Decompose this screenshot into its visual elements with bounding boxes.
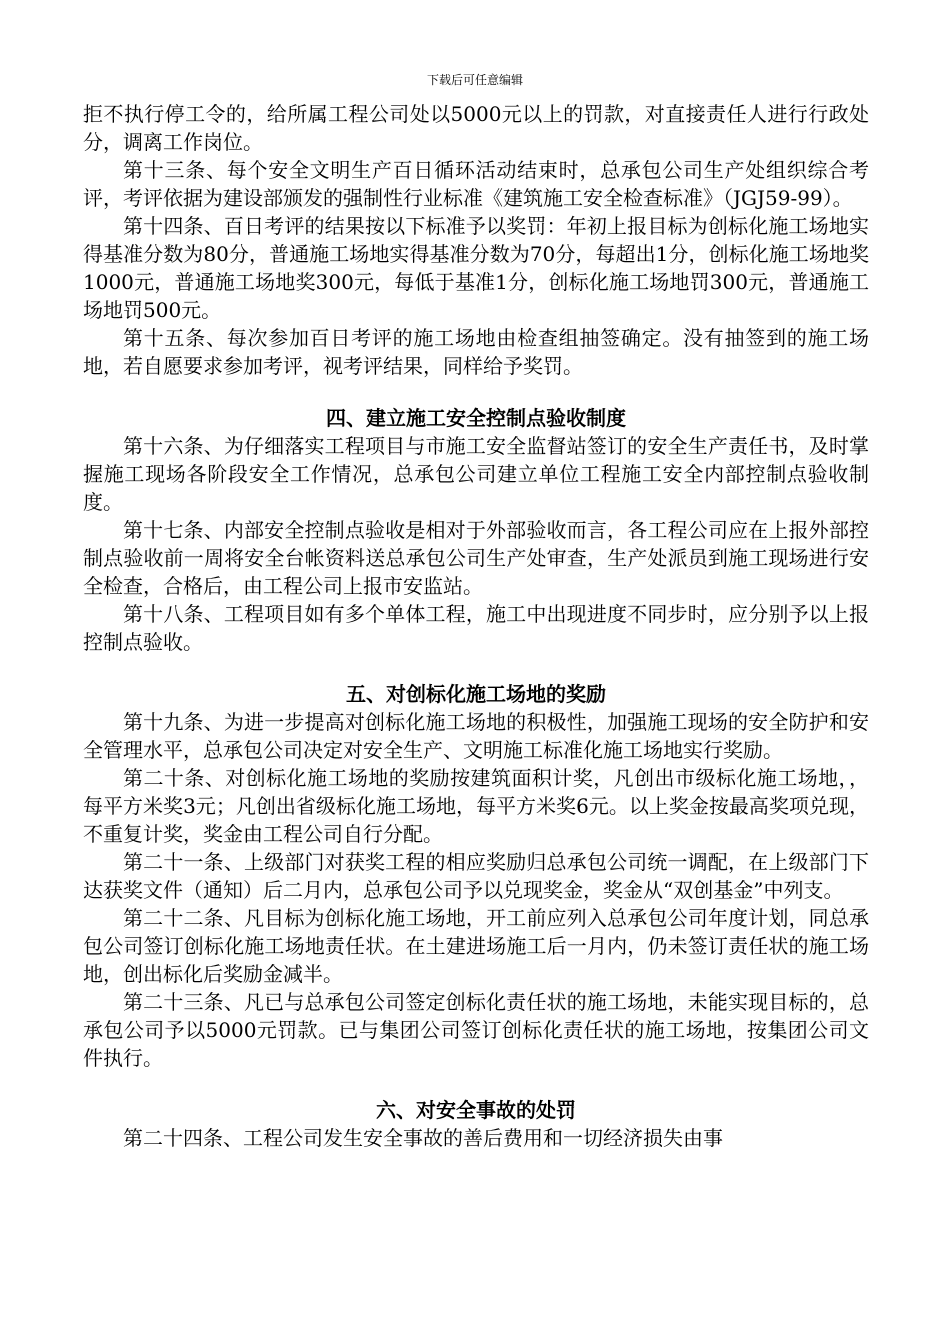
section-heading-4: 四、建立施工安全控制点验收制度	[326, 406, 626, 430]
article-18: 第十八条、工程项目如有多个单体工程，施工中出现进度不同步时，应分别予以上报控制点验收。	[83, 602, 869, 654]
article-21: 第二十一条、上级部门对获奖工程的相应奖励归总承包公司统一调配，在上级部门下达获奖文件（通知）后二月内，总承包公司予以兑现奖金，奖金从“双创基金”中列支。	[83, 850, 869, 902]
document-body	[83, 100, 869, 1152]
article-19: 第十九条、为进一步提高对创标化施工场地的积极性，加强施工现场的安全防护和安全管理水平，总承包公司决定对安全生产、文明施工标准化施工场地实行奖励。	[83, 710, 869, 762]
article-17: 第十七条、内部安全控制点验收是相对于外部验收而言，各工程公司应在上报外部控制点验收前一周将安全台帐资料送总承包公司生产处审查，生产处派员到施工现场进行安全检查，合格后，由工程公司上报市安监站。	[83, 518, 869, 598]
section-heading-6: 六、对安全事故的处罚	[376, 1098, 576, 1122]
article-22: 第二十二条、凡目标为创标化施工场地，开工前应列入总承包公司年度计划，同总承包公司签订创标化施工场地责任状。在土建进场施工后一月内，仍未签订责任状的施工场地，创出标化后奖励金减半。	[83, 906, 869, 986]
article-23: 第二十三条、凡已与总承包公司签定创标化责任状的施工场地，未能实现目标的，总承包公司予以5000元罚款。已与集团公司签订创标化责任状的施工场地，按集团公司文件执行。	[83, 990, 869, 1070]
article-16: 第十六条、为仔细落实工程项目与市施工安全监督站签订的安全生产责任书，及时掌握施工现场各阶段安全工作情况，总承包公司建立单位工程施工安全内部控制点验收制度。	[83, 434, 869, 514]
paragraph-continuation: 拒不执行停工令的，给所属工程公司处以5000元以上的罚款，对直接责任人进行行政处分，调离工作岗位。	[83, 102, 869, 154]
section-heading-5: 五、对创标化施工场地的奖励	[346, 682, 606, 706]
article-14: 第十四条、百日考评的结果按以下标准予以奖罚：年初上报目标为创标化施工场地实得基准分数为80分，普通施工场地实得基准分数为70分，每超出1分，创标化施工场地奖1000元，普通施工场地奖300元，每低于基准1分，创标化施工场地罚300元，普通施工场地罚500元。	[83, 214, 869, 322]
article-20: 第二十条、对创标化施工场地的奖励按建筑面积计奖，凡创出市级标化施工场地，，每平方米奖3元；凡创出省级标化施工场地，每平方米奖6元。以上奖金按最高奖项兑现，不重复计奖，奖金由工程公司自行分配。	[83, 766, 869, 846]
article-13: 第十三条、每个安全文明生产百日循环活动结束时，总承包公司生产处组织综合考评，考评依据为建设部颁发的强制性行业标准《建筑施工安全检查标准》（JGJ59-99）。	[83, 158, 869, 210]
article-24: 第二十四条、工程公司发生安全事故的善后费用和一切经济损失由事	[123, 1126, 723, 1150]
article-15: 第十五条、每次参加百日考评的施工场地由检查组抽签确定。没有抽签到的施工场地，若自愿要求参加考评，视考评结果，同样给予奖罚。	[83, 326, 869, 378]
page-header: 下载后可任意编辑	[426, 73, 523, 87]
